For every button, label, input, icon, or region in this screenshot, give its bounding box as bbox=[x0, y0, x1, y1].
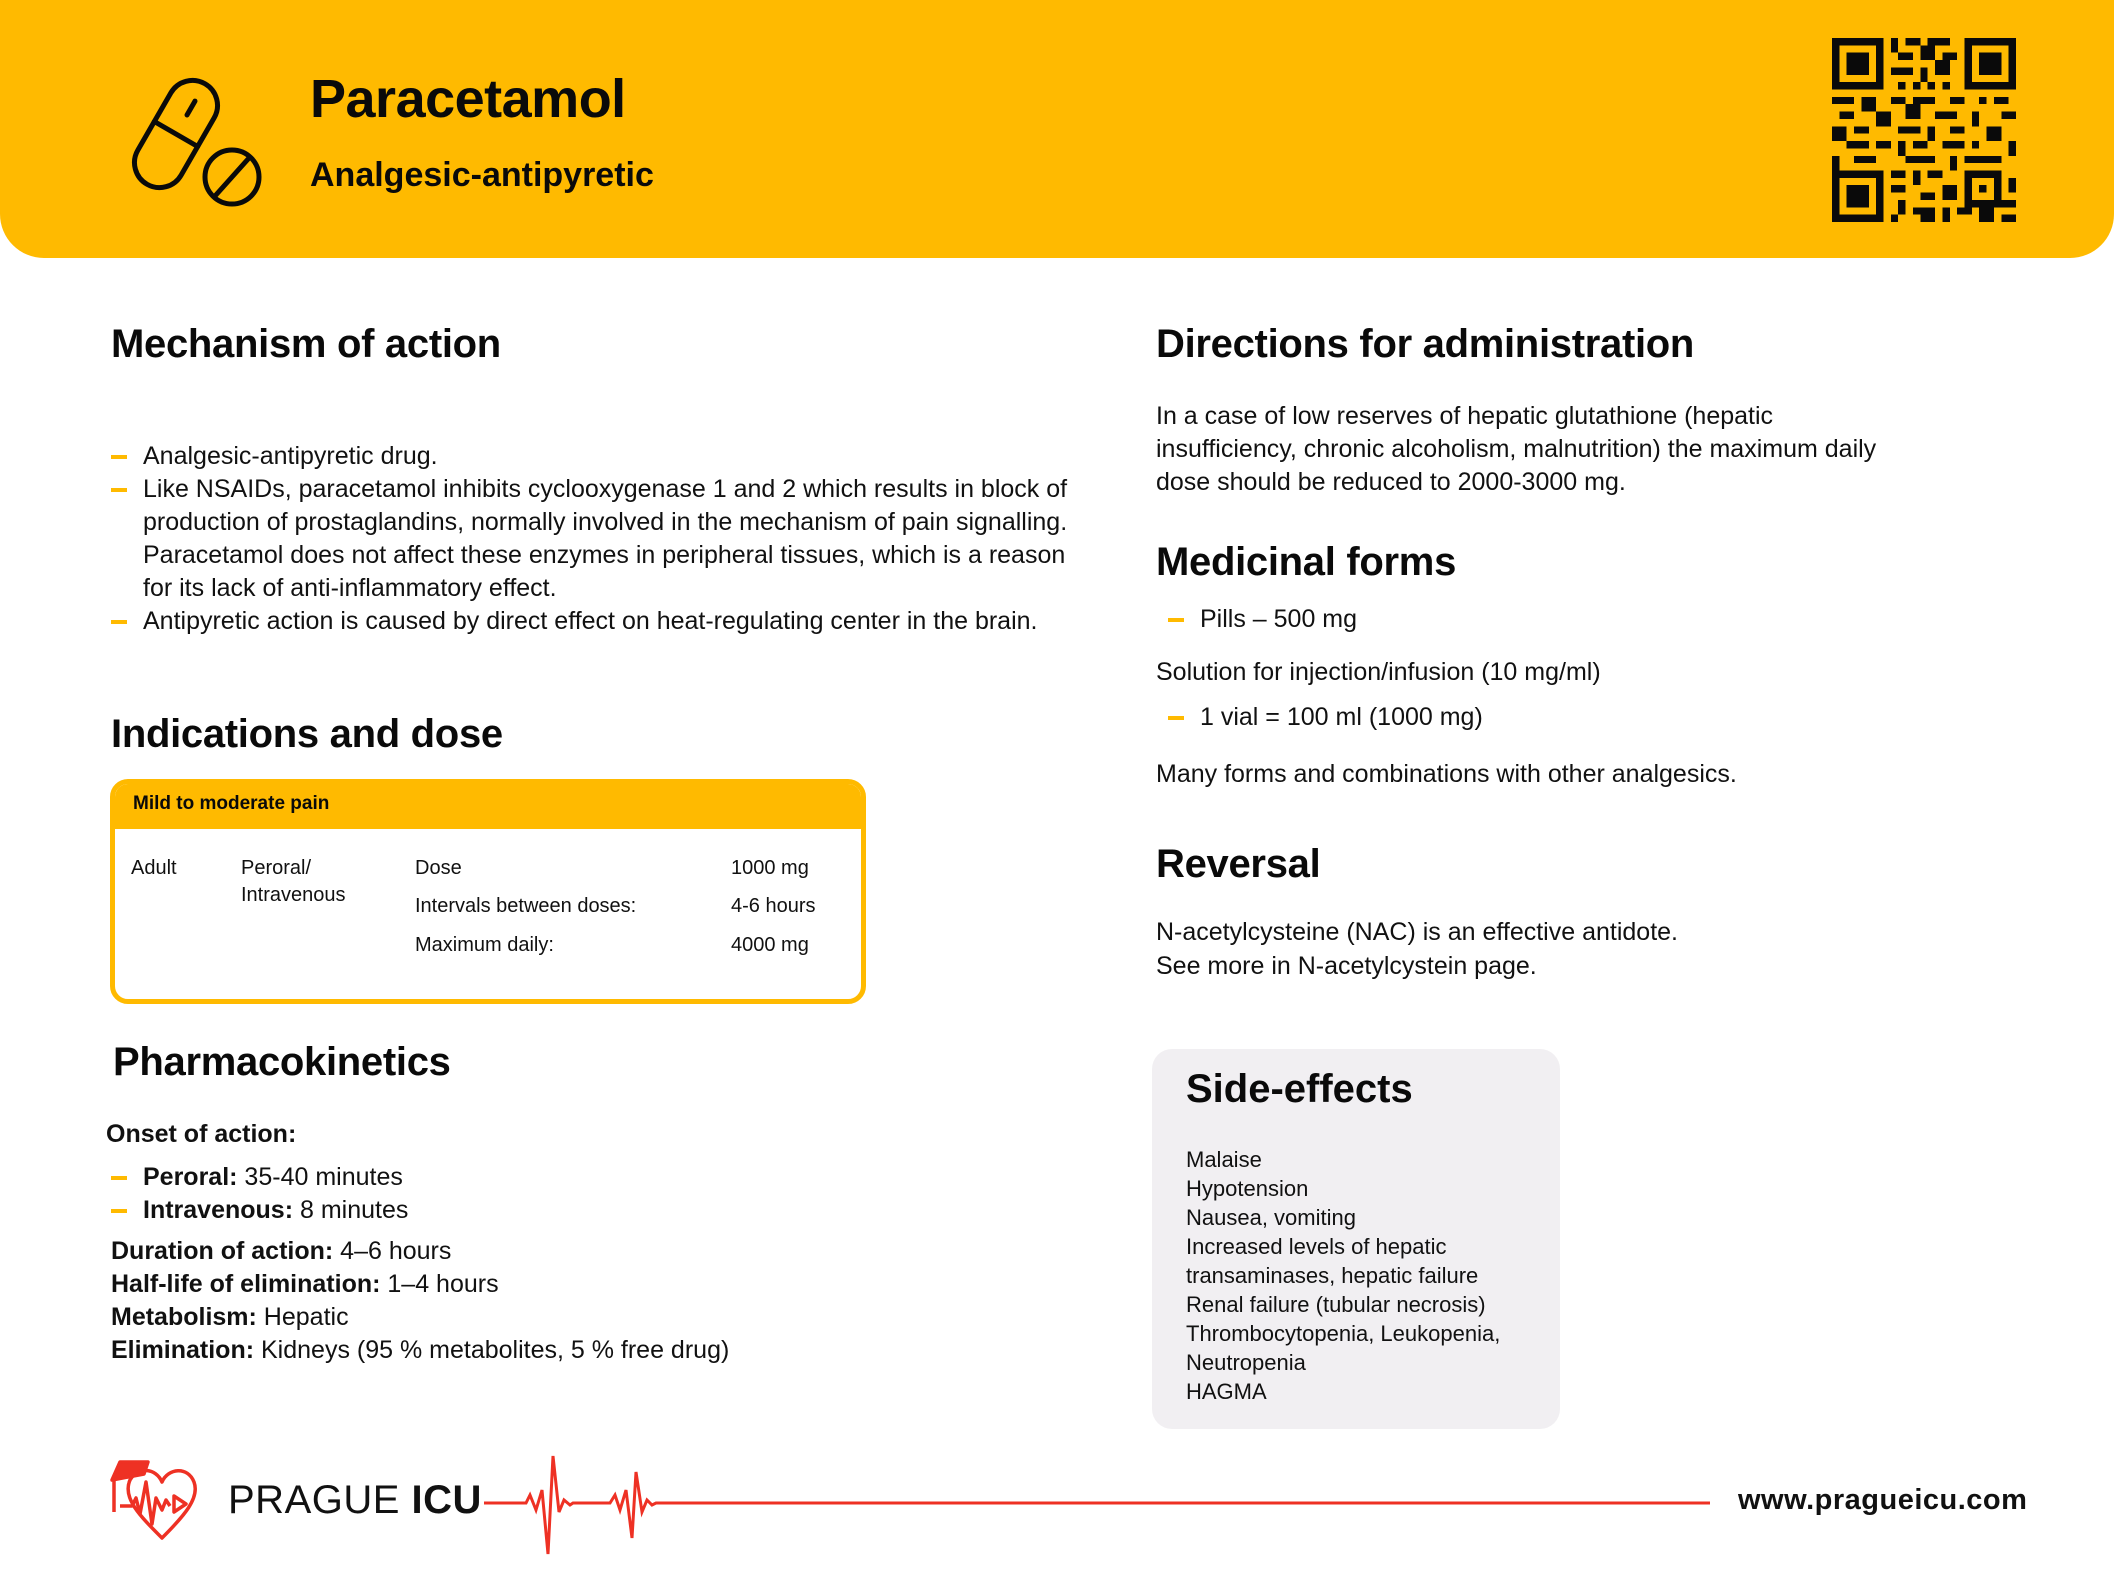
dose-card-title: Mild to moderate pain bbox=[115, 784, 861, 829]
max-daily-value: 4000 mg bbox=[731, 934, 809, 956]
list-item: Malaise bbox=[1186, 1147, 1262, 1172]
forms-solution: Solution for injection/infusion (10 mg/ml) bbox=[1156, 658, 1601, 686]
list-item: Renal failure (tubular necrosis) bbox=[1186, 1292, 1486, 1317]
side-effects-card bbox=[1152, 1049, 1560, 1429]
side-effects-list bbox=[1186, 1145, 1526, 1406]
onset-list bbox=[111, 1161, 408, 1227]
indications-heading: Indications and dose bbox=[111, 712, 503, 756]
reversal-link-text[interactable]: See more in N-acetylcystein page. bbox=[1156, 952, 1537, 980]
list-item: Intravenous: 8 minutes bbox=[111, 1194, 408, 1227]
reversal-heading: Reversal bbox=[1156, 842, 1321, 886]
list-item: Hypotension bbox=[1186, 1176, 1309, 1201]
forms-vial-list bbox=[1168, 701, 1483, 734]
list-item: Peroral: 35-40 minutes bbox=[111, 1161, 408, 1194]
brand-name: PRAGUE ICU bbox=[228, 1478, 482, 1522]
pill-icon bbox=[118, 72, 268, 212]
mechanism-list bbox=[111, 440, 1071, 638]
ecg-line-icon bbox=[484, 1450, 1710, 1560]
half-life-row: Half-life of elimination: 1–4 hours bbox=[111, 1270, 499, 1298]
list-item: Antipyretic action is caused by direct effect on heat-regulating center in the brain. bbox=[111, 605, 1071, 638]
list-item: 1 vial = 100 ml (1000 mg) bbox=[1168, 701, 1483, 734]
reversal-line1: N-acetylcysteine (NAC) is an effective antidote. bbox=[1156, 918, 1678, 946]
pk-facts bbox=[111, 1235, 729, 1367]
elimination-row: Elimination: Kidneys (95 % metabolites, 5 % free drug) bbox=[111, 1336, 730, 1364]
list-item: Like NSAIDs, paracetamol inhibits cyclooxygenase 1 and 2 which results in block of production of prostaglandins, normally involved in the mechanism of pain signalling. Paracetamol does not affect these enzymes in peripheral tissues, which is a reason for its lack of anti-inflammatory effect. bbox=[111, 473, 1071, 605]
interval-value: 4-6 hours bbox=[731, 895, 816, 917]
header-banner bbox=[0, 0, 2114, 258]
duration-row: Duration of action: 4–6 hours bbox=[111, 1237, 452, 1265]
list-item: Increased levels of hepatic transaminases, hepatic failure bbox=[1186, 1234, 1479, 1288]
dose-value: 1000 mg bbox=[731, 857, 809, 879]
route-line2: Intravenous bbox=[241, 884, 346, 906]
list-item: Nausea, vomiting bbox=[1186, 1205, 1356, 1230]
list-item: HAGMA bbox=[1186, 1379, 1267, 1404]
website-link[interactable]: www.pragueicu.com bbox=[1738, 1484, 2028, 1516]
qr-code-icon[interactable] bbox=[1832, 38, 2016, 222]
dose-card bbox=[110, 779, 866, 1004]
forms-note: Many forms and combinations with other analgesics. bbox=[1156, 760, 1737, 788]
mechanism-heading: Mechanism of action bbox=[111, 322, 501, 366]
route-line1: Peroral/ bbox=[241, 857, 312, 879]
list-item: Thrombocytopenia, Leukopenia, Neutropenia bbox=[1186, 1321, 1501, 1375]
heart-graduation-cap-icon bbox=[108, 1458, 214, 1542]
dose-label: Dose bbox=[415, 857, 462, 879]
forms-pills-list bbox=[1168, 603, 1357, 636]
forms-heading: Medicinal forms bbox=[1156, 540, 1457, 584]
pharmacokinetics-heading: Pharmacokinetics bbox=[113, 1040, 451, 1084]
side-effects-heading: Side-effects bbox=[1186, 1067, 1413, 1111]
list-item: Analgesic-antipyretic drug. bbox=[111, 440, 1071, 473]
drug-title: Paracetamol bbox=[310, 69, 626, 129]
max-daily-label: Maximum daily: bbox=[415, 934, 554, 956]
interval-label: Intervals between doses: bbox=[415, 895, 637, 917]
onset-label: Onset of action: bbox=[106, 1120, 297, 1148]
directions-text: In a case of low reserves of hepatic glutathione (hepatic insufficiency, chronic alcoholism, malnutrition) the maximum daily dose should be reduced to 2000-3000 mg. bbox=[1156, 402, 1877, 496]
directions-heading: Directions for administration bbox=[1156, 322, 1695, 366]
metabolism-row: Metabolism: Hepatic bbox=[111, 1303, 349, 1331]
list-item: Pills – 500 mg bbox=[1168, 603, 1357, 636]
drug-class: Analgesic-antipyretic bbox=[310, 156, 654, 194]
patient-type: Adult bbox=[131, 857, 177, 879]
